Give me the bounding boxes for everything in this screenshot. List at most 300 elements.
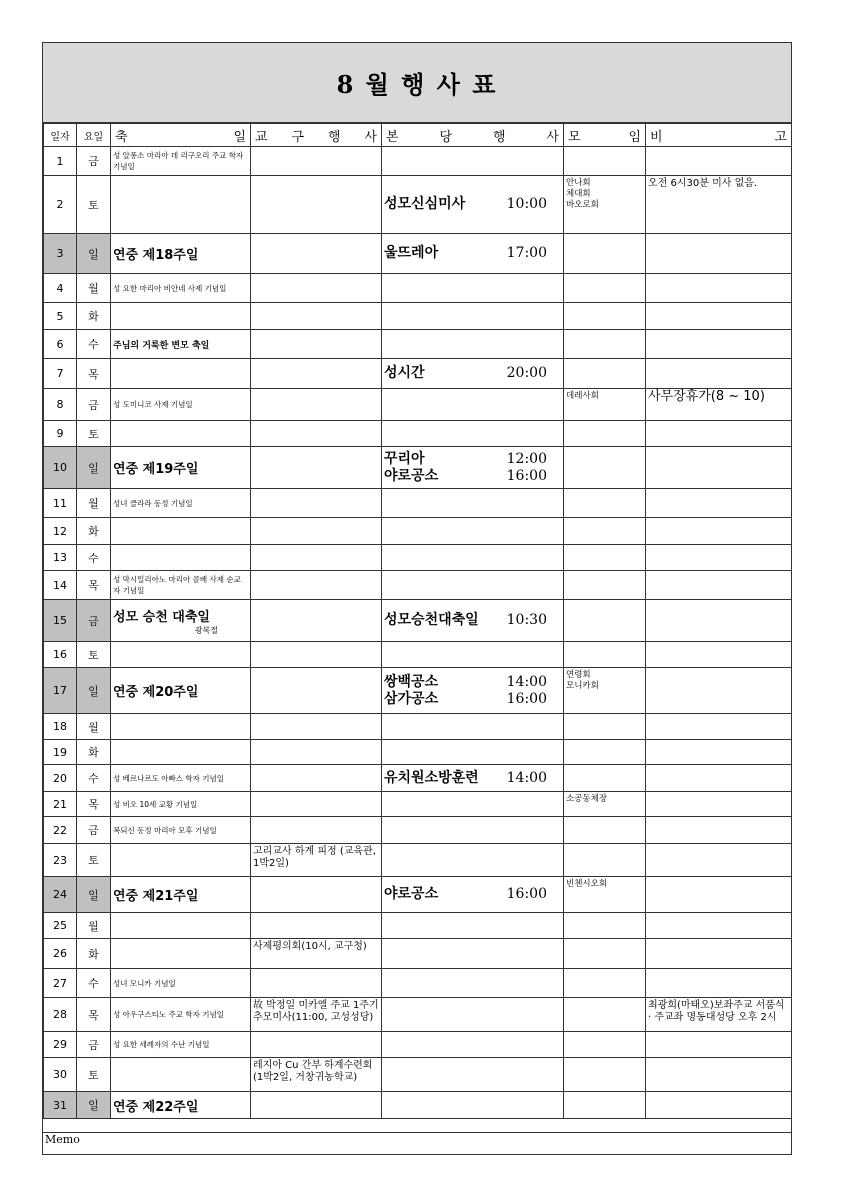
cell-day: 17 [44, 668, 77, 714]
cell-day: 3 [44, 234, 77, 274]
cell-remarks [646, 913, 792, 939]
meeting-item: 소공동체장 [566, 794, 608, 804]
cell-feast [111, 668, 251, 714]
cell-dow: 일 [77, 1092, 111, 1119]
cell-meeting [564, 998, 646, 1032]
cell-diocese [251, 234, 382, 274]
cell-day: 26 [44, 939, 77, 969]
feast-label: 주님의 거룩한 변모 축일 [113, 340, 210, 351]
cell-day: 20 [44, 765, 77, 792]
event-name: 삼가공소 [384, 690, 439, 707]
cell-feast [111, 877, 251, 913]
table-row [44, 147, 792, 176]
cell-day: 12 [44, 518, 77, 545]
cell-feast [111, 389, 251, 421]
cell-meeting [564, 176, 646, 234]
cell-meeting [564, 740, 646, 765]
cell-parish [382, 545, 564, 571]
table-row [44, 844, 792, 877]
cell-remarks [646, 489, 792, 518]
cell-feast [111, 545, 251, 571]
cell-parish [382, 447, 564, 489]
cell-parish [382, 939, 564, 969]
event-time: 16:00 [506, 467, 547, 484]
feast-label: 성 아우구스티노 주교 학자 기념일 [113, 1010, 224, 1019]
cell-meeting [564, 489, 646, 518]
cell-meeting [564, 969, 646, 998]
parish-event [384, 886, 561, 903]
cell-meeting [564, 913, 646, 939]
cell-remarks [646, 714, 792, 740]
parish-event [384, 451, 561, 468]
table-row [44, 668, 792, 714]
cell-meeting [564, 714, 646, 740]
cell-dow: 금 [77, 1032, 111, 1058]
table-row [44, 792, 792, 817]
cell-diocese [251, 714, 382, 740]
cell-day: 15 [44, 600, 77, 642]
cell-meeting [564, 668, 646, 714]
cell-dow: 목 [77, 359, 111, 389]
table-row [44, 998, 792, 1032]
cell-parish [382, 518, 564, 545]
table-row [44, 1032, 792, 1058]
cell-remarks [646, 303, 792, 330]
memo-label: Memo [45, 1133, 80, 1146]
cell-parish [382, 913, 564, 939]
table-row [44, 877, 792, 913]
cell-day: 4 [44, 274, 77, 303]
cell-remarks: 오전 6시30분 미사 없음. [646, 176, 792, 234]
cell-meeting [564, 274, 646, 303]
header-parish: 본 당 행 사 [382, 124, 564, 147]
cell-dow: 토 [77, 421, 111, 447]
meeting-item: 데레사회 [566, 391, 599, 401]
cell-diocese [251, 421, 382, 447]
cell-diocese [251, 389, 382, 421]
event-time: 14:00 [506, 673, 547, 690]
cell-feast [111, 1032, 251, 1058]
cell-diocese [251, 913, 382, 939]
header-diocese: 교 구 행 사 [251, 124, 382, 147]
memo-area [43, 1132, 791, 1154]
parish-event [384, 674, 561, 691]
cell-feast [111, 792, 251, 817]
cell-remarks [646, 1032, 792, 1058]
cell-feast [111, 234, 251, 274]
table-row [44, 740, 792, 765]
cell-remarks [646, 765, 792, 792]
cell-dow: 일 [77, 447, 111, 489]
event-time: 12:00 [506, 450, 547, 467]
cell-parish [382, 817, 564, 844]
parish-event [384, 612, 561, 629]
cell-parish [382, 877, 564, 913]
cell-diocese: 사제평의회(10시, 교구청) [251, 939, 382, 969]
cell-feast [111, 969, 251, 998]
cell-remarks [646, 330, 792, 359]
cell-dow: 금 [77, 147, 111, 176]
cell-diocese [251, 1032, 382, 1058]
cell-feast [111, 913, 251, 939]
cell-meeting [564, 571, 646, 600]
cell-feast [111, 571, 251, 600]
cell-remarks [646, 147, 792, 176]
table-row [44, 274, 792, 303]
cell-meeting [564, 518, 646, 545]
cell-feast [111, 740, 251, 765]
cell-parish [382, 389, 564, 421]
event-name: 야로공소 [384, 886, 439, 902]
cell-parish [382, 571, 564, 600]
cell-feast [111, 489, 251, 518]
cell-dow: 화 [77, 740, 111, 765]
cell-remarks [646, 642, 792, 668]
cell-feast [111, 176, 251, 234]
table-row [44, 518, 792, 545]
cell-diocese: 故 박정일 미카엘 주교 1주기 추모미사(11:00, 고성성당) [251, 998, 382, 1032]
cell-diocese [251, 518, 382, 545]
cell-remarks [646, 571, 792, 600]
parish-event [384, 770, 561, 787]
feast-label: 복되신 동정 마리아 모후 기념일 [113, 825, 217, 835]
cell-diocese [251, 147, 382, 176]
event-name: 쌍백공소 [384, 673, 439, 690]
cell-diocese [251, 359, 382, 389]
cell-parish [382, 176, 564, 234]
cell-diocese: 레지아 Cu 간부 하계수련회 (1박2일, 거창귀농학교) [251, 1058, 382, 1092]
cell-diocese [251, 817, 382, 844]
table-row [44, 303, 792, 330]
cell-dow: 토 [77, 642, 111, 668]
cell-parish [382, 1092, 564, 1119]
table-row [44, 176, 792, 234]
cell-day: 29 [44, 1032, 77, 1058]
cell-parish [382, 234, 564, 274]
cell-dow: 목 [77, 571, 111, 600]
cell-day: 28 [44, 998, 77, 1032]
schedule-body [44, 147, 792, 1119]
cell-parish [382, 1032, 564, 1058]
cell-remarks [646, 844, 792, 877]
cell-remarks [646, 1058, 792, 1092]
cell-dow: 목 [77, 792, 111, 817]
cell-meeting [564, 792, 646, 817]
cell-feast [111, 939, 251, 969]
cell-diocese [251, 176, 382, 234]
cell-parish [382, 844, 564, 877]
cell-parish [382, 792, 564, 817]
feast-label: 연중 제20주일 [113, 685, 199, 700]
cell-meeting [564, 389, 646, 421]
cell-remarks [646, 274, 792, 303]
page-title: 8 월 행 사 표 [336, 70, 498, 99]
cell-dow: 일 [77, 234, 111, 274]
cell-parish [382, 668, 564, 714]
cell-day: 22 [44, 817, 77, 844]
table-row [44, 330, 792, 359]
cell-diocese [251, 274, 382, 303]
cell-day: 31 [44, 1092, 77, 1119]
cell-day: 18 [44, 714, 77, 740]
cell-diocese [251, 600, 382, 642]
cell-dow: 수 [77, 545, 111, 571]
cell-feast [111, 303, 251, 330]
header-meeting: 모 임 [564, 124, 646, 147]
table-row [44, 421, 792, 447]
cell-dow: 금 [77, 600, 111, 642]
feast-label: 성녀 모니카 기념일 [113, 978, 176, 988]
cell-feast [111, 714, 251, 740]
cell-meeting [564, 817, 646, 844]
feast-label: 연중 제21주일 [113, 889, 199, 904]
cell-parish [382, 969, 564, 998]
meeting-item: 빈첸시오회 [566, 879, 608, 889]
event-time: 10:00 [506, 196, 547, 212]
cell-diocese [251, 303, 382, 330]
parish-event [384, 691, 561, 708]
feast-label: 성녀 클라라 동정 기념일 [113, 498, 193, 508]
table-row [44, 545, 792, 571]
title-bar [43, 43, 791, 123]
cell-meeting [564, 545, 646, 571]
table-row [44, 489, 792, 518]
cell-feast [111, 274, 251, 303]
feast-label: 성 알퐁소 마리아 데 리구오리 주교 학자 기념일 [113, 151, 244, 171]
event-time: 16:00 [506, 886, 547, 902]
table-row [44, 817, 792, 844]
cell-feast [111, 359, 251, 389]
cell-diocese [251, 489, 382, 518]
event-time: 10:30 [506, 612, 547, 628]
cell-parish [382, 714, 564, 740]
cell-feast [111, 518, 251, 545]
table-row [44, 600, 792, 642]
feast-label: 연중 제19주일 [113, 462, 199, 477]
cell-remarks [646, 740, 792, 765]
cell-remarks [646, 1092, 792, 1119]
cell-remarks [646, 817, 792, 844]
cell-day: 21 [44, 792, 77, 817]
feast-label: 성 도미니코 사제 기념일 [113, 400, 193, 409]
cell-dow: 금 [77, 817, 111, 844]
cell-dow: 일 [77, 877, 111, 913]
cell-meeting [564, 330, 646, 359]
cell-parish [382, 765, 564, 792]
cell-day: 19 [44, 740, 77, 765]
cell-day: 2 [44, 176, 77, 234]
feast-label: 성 베르나르도 아빠스 학자 기념일 [113, 773, 224, 783]
cell-parish [382, 489, 564, 518]
cell-dow: 월 [77, 913, 111, 939]
cell-parish [382, 359, 564, 389]
cell-diocese [251, 765, 382, 792]
cell-meeting [564, 877, 646, 913]
cell-diocese [251, 1092, 382, 1119]
cell-dow: 토 [77, 176, 111, 234]
feast-label: 성 막시밀리아노 마리아 콜베 사제 순교자 기념일 [113, 575, 241, 595]
cell-remarks [646, 792, 792, 817]
cell-meeting [564, 303, 646, 330]
cell-day: 24 [44, 877, 77, 913]
cell-meeting [564, 1058, 646, 1092]
cell-feast [111, 998, 251, 1032]
cell-remarks [646, 877, 792, 913]
cell-meeting [564, 359, 646, 389]
table-row [44, 1092, 792, 1119]
cell-remarks [646, 600, 792, 642]
header-row [44, 124, 792, 147]
cell-day: 1 [44, 147, 77, 176]
cell-day: 13 [44, 545, 77, 571]
table-row [44, 389, 792, 421]
cell-feast [111, 844, 251, 877]
cell-dow: 수 [77, 765, 111, 792]
cell-dow: 토 [77, 844, 111, 877]
cell-diocese: 고리교사 하계 피정 (교육관, 1박2일) [251, 844, 382, 877]
cell-remarks [646, 234, 792, 274]
cell-meeting [564, 421, 646, 447]
cell-remarks [646, 545, 792, 571]
cell-parish [382, 147, 564, 176]
parish-event [384, 196, 561, 213]
cell-dow: 수 [77, 330, 111, 359]
cell-dow: 월 [77, 714, 111, 740]
cell-meeting [564, 234, 646, 274]
cell-meeting [564, 447, 646, 489]
cell-dow: 토 [77, 1058, 111, 1092]
cell-diocese [251, 668, 382, 714]
cell-remarks [646, 359, 792, 389]
table-row [44, 642, 792, 668]
cell-day: 16 [44, 642, 77, 668]
event-name: 성시간 [384, 365, 425, 381]
header-dow: 요일 [77, 124, 111, 147]
cell-remarks [646, 668, 792, 714]
cell-day: 27 [44, 969, 77, 998]
cell-feast [111, 147, 251, 176]
cell-diocese [251, 969, 382, 998]
cell-parish [382, 642, 564, 668]
cell-meeting [564, 844, 646, 877]
cell-feast [111, 765, 251, 792]
cell-feast [111, 600, 251, 642]
cell-meeting [564, 600, 646, 642]
meeting-item: 바오로회 [566, 200, 599, 210]
cell-parish [382, 1058, 564, 1092]
cell-dow: 월 [77, 274, 111, 303]
table-row [44, 913, 792, 939]
cell-meeting [564, 1032, 646, 1058]
parish-event [384, 365, 561, 382]
cell-remarks: 최광희(마태오)보좌주교 서품식 · 주교좌 명동대성당 오후 2시 [646, 998, 792, 1032]
cell-meeting [564, 1092, 646, 1119]
cell-day: 23 [44, 844, 77, 877]
table-row [44, 447, 792, 489]
feast-label: 성모 승천 대축일 [113, 609, 210, 625]
cell-parish [382, 998, 564, 1032]
meeting-item: 모니카회 [566, 681, 599, 691]
table-row [44, 939, 792, 969]
cell-feast [111, 817, 251, 844]
cell-day: 7 [44, 359, 77, 389]
cell-diocese [251, 877, 382, 913]
cell-day: 8 [44, 389, 77, 421]
cell-parish [382, 303, 564, 330]
meeting-item: 안나회 [566, 178, 591, 188]
cell-remarks [646, 518, 792, 545]
cell-day: 30 [44, 1058, 77, 1092]
cell-day: 25 [44, 913, 77, 939]
cell-dow: 수 [77, 969, 111, 998]
cell-meeting [564, 642, 646, 668]
table-row [44, 1058, 792, 1092]
cell-meeting [564, 939, 646, 969]
cell-diocese [251, 792, 382, 817]
cell-remarks [646, 939, 792, 969]
meeting-item: 연령회 [566, 670, 591, 680]
cell-dow: 화 [77, 518, 111, 545]
cell-diocese [251, 330, 382, 359]
feast-sub-label: 광복절 [194, 625, 218, 635]
cell-diocese [251, 571, 382, 600]
table-row [44, 571, 792, 600]
feast-label: 연중 제18주일 [113, 248, 199, 263]
cell-feast [111, 1058, 251, 1092]
table-row [44, 765, 792, 792]
feast-label: 성 요한 세례자의 수난 기념일 [113, 1040, 210, 1049]
cell-parish [382, 274, 564, 303]
header-remarks: 비 고 [646, 124, 792, 147]
cell-diocese [251, 740, 382, 765]
event-name: 성모승천대축일 [384, 612, 479, 628]
header-day: 일자 [44, 124, 77, 147]
table-row [44, 359, 792, 389]
cell-day: 11 [44, 489, 77, 518]
feast-label: 연중 제22주일 [113, 1099, 199, 1115]
cell-feast [111, 330, 251, 359]
table-row [44, 969, 792, 998]
event-name: 울뜨레아 [384, 245, 439, 261]
event-name: 유치원소방훈련 [384, 769, 479, 786]
event-name: 야로공소 [384, 467, 439, 484]
cell-dow: 화 [77, 303, 111, 330]
cell-feast [111, 1092, 251, 1119]
cell-dow: 화 [77, 939, 111, 969]
cell-parish [382, 740, 564, 765]
cell-feast [111, 642, 251, 668]
cell-dow: 일 [77, 668, 111, 714]
cell-remarks [646, 421, 792, 447]
cell-remarks [646, 969, 792, 998]
feast-label: 성 요한 마리아 비안네 사제 기념일 [113, 283, 227, 293]
event-time: 16:00 [506, 690, 547, 707]
cell-parish [382, 421, 564, 447]
cell-diocese [251, 447, 382, 489]
parish-event [384, 245, 561, 262]
cell-parish [382, 330, 564, 359]
cell-feast [111, 447, 251, 489]
event-time: 17:00 [506, 245, 547, 261]
event-name: 성모신심미사 [384, 196, 466, 212]
event-time: 20:00 [506, 365, 547, 381]
schedule-table [43, 123, 792, 1119]
cell-dow: 금 [77, 389, 111, 421]
cell-day: 14 [44, 571, 77, 600]
cell-dow: 월 [77, 489, 111, 518]
meeting-item: 체대회 [566, 189, 591, 199]
table-row [44, 714, 792, 740]
